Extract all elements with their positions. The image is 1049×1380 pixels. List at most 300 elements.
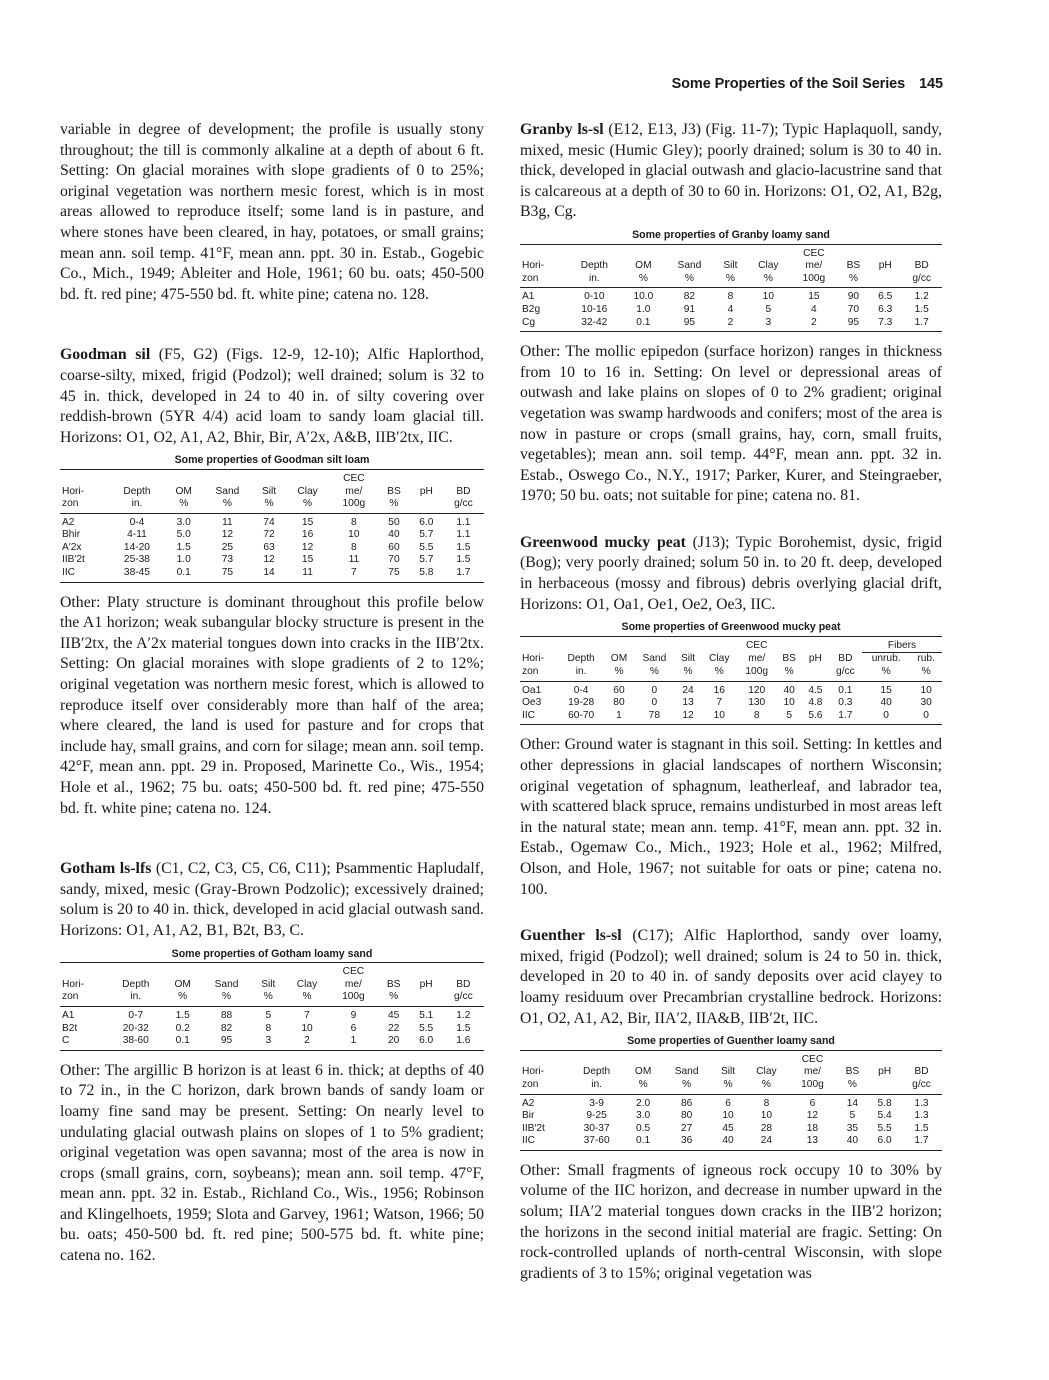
table-cell: 0-10 xyxy=(584,291,605,303)
table-cell: 1.7 xyxy=(901,317,942,332)
header-cell: me/ xyxy=(805,260,823,272)
table-cell: 2.0 xyxy=(636,1097,651,1109)
header-cell: Hori- xyxy=(62,978,85,990)
table-cell: 2 xyxy=(285,1035,329,1050)
table-cell: 20-32 xyxy=(122,1022,149,1034)
table-cell: A2 xyxy=(522,1097,535,1109)
table-cell: 27 xyxy=(680,1122,693,1134)
table-cell: 1 xyxy=(329,1035,378,1050)
header-cell: Hori- xyxy=(522,1066,545,1078)
table-cell: 1.5 xyxy=(456,1022,471,1034)
header-cell: % xyxy=(744,1079,788,1094)
header-cell xyxy=(410,963,443,979)
properties-table xyxy=(520,244,942,333)
table-cell: 12 xyxy=(806,1110,819,1122)
properties-table xyxy=(60,469,484,583)
header-cell xyxy=(285,963,329,979)
header-cell: % xyxy=(604,666,634,681)
table-cell: 6.3 xyxy=(878,303,893,315)
header-cell: Hori- xyxy=(62,485,85,497)
header-cell: Silt xyxy=(723,260,738,272)
table-cell: 60 xyxy=(613,684,625,696)
table-cell: 25-38 xyxy=(123,554,150,566)
header-cell: in. xyxy=(109,498,166,513)
left-column xyxy=(60,120,484,1267)
goodman-intro xyxy=(60,345,484,448)
table-cell: 3.0 xyxy=(176,516,191,528)
table-cell: 11 xyxy=(285,567,329,582)
table-cell: 95 xyxy=(665,317,715,332)
header-cell xyxy=(714,244,746,260)
header-cell: % xyxy=(622,273,665,288)
running-head-title: Some Properties of the Soil Series xyxy=(671,76,906,92)
header-cell xyxy=(567,244,623,260)
table-cell: 20 xyxy=(378,1035,410,1050)
table-cell: 0.1 xyxy=(625,1135,662,1150)
granby-properties-table xyxy=(520,229,942,332)
table-cell: 1.6 xyxy=(443,1035,484,1050)
table-cell: IIB′2t xyxy=(522,1122,545,1134)
entry-greenwood xyxy=(520,533,942,900)
table-cell: 3-9 xyxy=(589,1097,604,1109)
table-cell: 1.5 xyxy=(456,541,471,553)
header-cell: % xyxy=(712,1079,745,1094)
goodman-properties-table xyxy=(60,454,484,582)
table-cell: 74 xyxy=(263,516,275,528)
table-title: Some properties of Greenwood mucky peat xyxy=(621,621,841,634)
table-cell: 70 xyxy=(847,303,860,315)
gotham-other: Other: The argillic B horizon is at least 6 in. thick; at depths of 40 to 72 in., in the C horizon, dark brown bands of sandy loam or loamy fine sand may be present. Setting: On nearly level to undulating glacial outwash plains on slopes of 1 to 5% gradient; original vegetation was open savanna; most of the area is now in crops (small grains, corn, soybeans); mean ann. soil temp. 47°F, mean ann. ppt. 32 in. Estab., Richland Co., Wis., 1956; Robinson and Klingelhoets, 1959; Slota and Garvey, 1961; Watson, 1966; 50 bu. oats; 450-500 bd. ft. red pine; 500-575 bd. ft. white pine; catena no. 162. xyxy=(60,1061,484,1265)
table-cell: IIC xyxy=(60,567,109,582)
header-cell: % xyxy=(675,666,702,681)
table-row xyxy=(520,710,942,725)
header-cell: 100g xyxy=(330,498,378,513)
header-cell xyxy=(604,636,634,653)
table-cell: 45 xyxy=(722,1122,734,1134)
table-cell: 95 xyxy=(201,1035,252,1050)
table-cell: 6 xyxy=(725,1097,731,1109)
header-cell: % xyxy=(253,498,286,513)
header-cell: me/ xyxy=(748,653,766,665)
table-cell: 1.1 xyxy=(456,516,471,528)
table-cell: 5.1 xyxy=(419,1009,434,1021)
header-cell xyxy=(868,1079,901,1094)
table-cell: 12 xyxy=(263,554,275,566)
header-cell: pH xyxy=(419,485,433,497)
header-cell: % xyxy=(252,991,285,1006)
header-cell: % xyxy=(378,991,410,1006)
table-cell: 5.7 xyxy=(419,554,434,566)
table-cell: Bhir xyxy=(62,529,81,541)
header-cell xyxy=(520,1050,568,1066)
header-cell: CEC xyxy=(330,469,378,485)
header-cell: % xyxy=(378,498,410,513)
table-cell: 14-20 xyxy=(123,541,150,553)
table-cell: 1.7 xyxy=(443,567,484,582)
entry-continuation xyxy=(60,120,484,305)
header-cell: in. xyxy=(558,666,604,681)
header-cell xyxy=(558,636,604,653)
header-cell: % xyxy=(634,666,675,681)
table-cell: 0 xyxy=(651,697,658,709)
header-cell: BD xyxy=(914,1066,929,1078)
header-cell: Clay xyxy=(756,1066,777,1078)
header-cell: CEC xyxy=(788,1050,836,1066)
header-cell xyxy=(869,273,901,288)
table-cell: 82 xyxy=(683,291,696,303)
table-row xyxy=(60,1023,484,1036)
table-cell: 19-28 xyxy=(568,697,595,709)
header-cell: in. xyxy=(107,991,164,1006)
header-cell: me/ xyxy=(803,1066,821,1078)
header-cell: Sand xyxy=(677,260,702,272)
table-cell: Cg xyxy=(520,317,567,332)
table-cell: 40 xyxy=(783,684,795,696)
table-cell: 30-37 xyxy=(583,1122,610,1134)
header-cell: OM xyxy=(174,978,191,990)
header-cell: Clay xyxy=(297,485,318,497)
table-cell: 6 xyxy=(809,1097,816,1109)
table-cell: B2g xyxy=(522,303,541,315)
header-cell: % xyxy=(165,498,202,513)
table-cell: 10 xyxy=(760,1110,773,1122)
table-cell: 120 xyxy=(748,684,766,696)
table-row xyxy=(520,1135,942,1150)
header-cell: Sand xyxy=(214,978,239,990)
table-row xyxy=(520,317,942,332)
table-row xyxy=(520,697,942,710)
table-cell: 5.8 xyxy=(877,1097,892,1109)
table-cell: 90 xyxy=(847,291,860,303)
table-cell: 80 xyxy=(680,1110,693,1122)
table-cell: 22 xyxy=(387,1022,400,1034)
series-name: Granby ls-sl xyxy=(520,121,604,138)
header-cell: OM xyxy=(175,485,192,497)
table-title: Some properties of Granby loamy sand xyxy=(632,228,830,241)
table-cell: 18 xyxy=(806,1122,819,1134)
table-cell: 28 xyxy=(760,1122,773,1134)
table-row xyxy=(520,1123,942,1136)
header-cell: OM xyxy=(610,653,628,665)
header-cell xyxy=(901,1050,942,1066)
header-cell xyxy=(747,244,791,260)
header-cell: CEC xyxy=(737,636,776,653)
header-cell: % xyxy=(747,273,791,288)
header-cell: BD xyxy=(456,485,471,497)
header-cell xyxy=(443,963,484,979)
table-cell: 6.0 xyxy=(410,1035,443,1050)
table-cell: 40 xyxy=(837,1135,869,1150)
table-cell: 1.2 xyxy=(914,291,929,303)
header-cell xyxy=(410,469,443,485)
header-cell: unrub. xyxy=(871,653,901,665)
table-cell: 88 xyxy=(220,1009,233,1021)
header-cell xyxy=(869,244,901,260)
header-cell: g/cc xyxy=(901,1079,942,1094)
series-name: Guenther ls-sl xyxy=(520,927,622,945)
header-cell xyxy=(378,963,410,979)
guenther-intro xyxy=(520,926,942,1029)
table-cell: 5 xyxy=(765,303,772,315)
header-cell: % xyxy=(862,666,910,681)
header-cell: % xyxy=(714,273,746,288)
table-cell: 7 xyxy=(330,567,378,582)
table-cell: 10 xyxy=(701,710,737,725)
header-cell xyxy=(202,469,252,485)
header-cell xyxy=(776,636,802,653)
table-cell: 63 xyxy=(263,541,275,553)
table-cell: B2t xyxy=(62,1022,78,1034)
table-cell: 5.4 xyxy=(877,1110,892,1122)
table-cell: IIC xyxy=(520,1135,568,1150)
header-cell: Sand xyxy=(642,653,667,665)
table-cell: 5.5 xyxy=(419,541,434,553)
table-cell: 2 xyxy=(790,317,838,332)
table-cell: IIB′2t xyxy=(62,554,85,566)
header-cell xyxy=(662,1050,712,1066)
table-cell: 3 xyxy=(252,1035,285,1050)
table-cell: 15 xyxy=(880,684,892,696)
table-cell: 10 xyxy=(783,697,795,709)
table-cell: A2 xyxy=(62,516,75,528)
header-cell: CEC xyxy=(790,244,838,260)
guenther-other: Other: Small fragments of igneous rock occupy 10 to 30% by volume of the IIC horizon, and decrease in number upward in the solum; IIA′2 material tongues down cracks in the IIB′2 horizon; the horizons in the second initial material are fragic. Setting: On rock-controlled uplands of north-central Wisconsin, with slope gradients of 3 to 15%; original vegetation was xyxy=(520,1161,942,1282)
header-cell: zon xyxy=(60,498,109,513)
continuation-paragraph: variable in degree of development; the profile is usually stony throughout; the till is commonly alkaline at a depth of about 6 ft. Setting: On glacial moraines with slope gradients of 0 to 25%; original vegetation was northern mesic forest, which is in most areas allowed to reproduce itself; some land is in pasture, and where stones have been cleared, in hay, potatoes, or small grains; mean ann. soil temp. 41°F, mean ann. ppt. 30 in. Estab., Gogebic Co., Mich., 1949; Ableiter and Hole, 1961; 60 bu. oats; 450-500 bd. ft. red pine; 475-550 bd. ft. white pine; catena no. 128. xyxy=(60,121,484,303)
table-cell: 4 xyxy=(811,303,817,315)
header-cell: Depth xyxy=(580,260,608,272)
series-intro: (C17); Alfic Haplorthod, sandy over loamy, mixed, frigid (Podzol); well drained; solum is 24 to 50 in. thick, developed in 20 to 40 in. of sandy deposits over acid clayey to loamy residuum over Precambrian crystalline bedrock. Horizons: O1, O2, A1, A2, Bir, IIA′2, IIA&B, IIB′2t, IIC. xyxy=(520,927,942,1027)
entry-goodman xyxy=(60,345,484,819)
header-cell: Clay xyxy=(709,653,730,665)
header-cell xyxy=(712,1050,745,1066)
table-cell: 8 xyxy=(763,1097,770,1109)
header-cell: g/cc xyxy=(443,498,484,513)
table-cell: 38-60 xyxy=(107,1035,164,1050)
table-cell: Bir xyxy=(522,1110,535,1122)
table-cell: 7 xyxy=(304,1009,310,1021)
table-cell: 15 xyxy=(808,291,820,303)
table-cell: 5.5 xyxy=(419,1022,434,1034)
header-cell: zon xyxy=(520,1079,568,1094)
header-cell: 100g xyxy=(329,991,378,1006)
header-cell xyxy=(443,469,484,485)
header-cell: Silt xyxy=(680,653,696,665)
table-row xyxy=(60,542,484,555)
header-cell xyxy=(107,963,164,979)
series-intro: (J13); Typic Borohemist, dysic, frigid (Bog); very poorly drained; solum 50 in. to 20 ft. deep, developed in herbaceous (mossy and fibrous) debris overlying glacial drift, Horizons: O1, Oa1, Oe1, Oe2, Oe3, IIC. xyxy=(520,533,942,613)
header-cell: % xyxy=(837,1079,869,1094)
header-cell: pH xyxy=(808,653,822,665)
table-cell: 1.2 xyxy=(456,1009,471,1021)
header-cell: BS xyxy=(782,653,796,665)
table-cell: 10 xyxy=(722,1110,734,1122)
table-cell: 0-7 xyxy=(128,1009,144,1021)
header-cell xyxy=(285,469,329,485)
header-cell: Depth xyxy=(567,653,595,665)
table-cell: 1.7 xyxy=(901,1135,942,1150)
table-cell: 0-4 xyxy=(129,516,145,528)
page-number: 145 xyxy=(919,76,943,92)
table-cell: 1.1 xyxy=(456,529,471,541)
table-cell: 5.5 xyxy=(877,1122,892,1134)
table-title: Some properties of Goodman silt loam xyxy=(174,454,370,467)
table-row xyxy=(520,288,942,304)
header-cell: 100g xyxy=(737,666,776,681)
table-row xyxy=(520,1094,942,1110)
table-cell: 5.0 xyxy=(176,529,191,541)
table-cell: 25 xyxy=(221,541,234,553)
series-intro: (C1, C2, C3, C5, C6, C11); Psammentic Hapludalf, sandy, mixed, mesic (Gray-Brown Podzolic); excessively drained; solum is 20 to 40 in. thick, developed in acid glacial outwash sand. Horizons: O1, A1, A2, B1, B2t, B3, C. xyxy=(60,860,484,939)
header-cell xyxy=(520,636,558,653)
table-row xyxy=(60,529,484,542)
header-cell xyxy=(901,244,942,260)
header-cell: me/ xyxy=(345,485,363,497)
header-cell: % xyxy=(776,666,802,681)
header-cell xyxy=(625,1050,662,1066)
header-cell: % xyxy=(164,991,201,1006)
header-cell xyxy=(109,469,166,485)
table-cell: 10 xyxy=(301,1022,313,1034)
header-cell xyxy=(665,244,715,260)
table-cell: 75 xyxy=(202,567,252,582)
table-cell: 0 xyxy=(862,710,910,725)
table-cell: 1.0 xyxy=(176,554,191,566)
table-cell: A1 xyxy=(62,1009,75,1021)
table-cell: 75 xyxy=(378,567,410,582)
series-name: Goodman sil xyxy=(60,346,151,364)
header-cell: OM xyxy=(634,1066,652,1078)
table-cell: 4.8 xyxy=(808,697,823,709)
table-cell: 91 xyxy=(683,303,696,315)
header-cell: g/cc xyxy=(901,273,942,288)
goodman-other: Other: Platy structure is dominant throughout this profile below the A1 horizon; weak subangular blocky structure is present in the IIB′2tx, the A′2x material tongues down into cracks in the IIB′2tx. Setting: On glacial moraines with slope gradients of 2 to 12%; original vegetation was northern mesic forest, which is allowed to reproduce itself over considerably more than half of the area; where cleared, the land is used for pasture and for crops that include hay, small grains, and corn for silage; mean ann. soil temp. 42°F, mean ann. ppt. 29 in. Proposed, Marinette Co., Wis., 1954; Hole et al., 1962; 75 bu. oats; 450-500 bd. ft. red pine; 475-550 bd. ft. white pine; catena no. 124. xyxy=(60,593,484,817)
table-cell: 70 xyxy=(388,554,400,566)
table-cell: 16 xyxy=(301,529,314,541)
properties-table xyxy=(60,962,484,1051)
table-cell: C xyxy=(60,1035,107,1050)
header-cell: Depth xyxy=(123,485,151,497)
header-cell: Silt xyxy=(261,485,277,497)
header-cell: % xyxy=(665,273,715,288)
table-cell: 3.0 xyxy=(636,1110,651,1122)
table-cell: 7.3 xyxy=(869,317,901,332)
table-cell: 10.0 xyxy=(633,291,654,303)
table-cell: Oa1 xyxy=(522,684,542,696)
table-cell: 8 xyxy=(265,1022,272,1034)
header-cell: zon xyxy=(60,991,107,1006)
header-cell: % xyxy=(202,498,252,513)
properties-table xyxy=(520,1050,942,1151)
table-cell: 10 xyxy=(348,529,360,541)
table-title: Some properties of Gotham loamy sand xyxy=(171,947,373,960)
header-cell: pH xyxy=(419,978,433,990)
table-cell: 24 xyxy=(744,1135,788,1150)
table-cell: 86 xyxy=(680,1097,693,1109)
table-cell: 1.0 xyxy=(636,303,651,315)
table-cell: 5.6 xyxy=(802,710,829,725)
header-cell: Depth xyxy=(583,1066,611,1078)
header-cell: % xyxy=(285,498,329,513)
header-cell: % xyxy=(910,666,942,681)
header-cell xyxy=(802,636,829,653)
header-cell: BD xyxy=(838,653,853,665)
table-title: Some properties of Guenther loamy sand xyxy=(627,1035,835,1048)
header-cell: 100g xyxy=(788,1079,836,1094)
table-cell: 0.3 xyxy=(838,697,853,709)
table-cell: 82 xyxy=(220,1022,233,1034)
granby-other: Other: The mollic epipedon (surface horizon) ranges in thickness from 10 to 16 in. Setting: On level or depressional areas of outwash and lake plains on slopes of 0 to 2% gradient; original vegetation was swamp hardwoods and conifers; most of the area is now in pasture or crops (small grains, hay, corn, small fruits, vegetables); mean ann. soil temp. 44°F, mean ann. ppt. 32 in. Estab., Oswego Co., N.Y., 1917; Parker, Kurer, and Steingraeber, 1970; 50 bu. oats; not suitable for pine; catena no. 81. xyxy=(520,343,943,505)
table-cell: Oe3 xyxy=(522,697,542,709)
table-cell: 78 xyxy=(634,710,675,725)
table-cell: 38-45 xyxy=(109,567,166,582)
table-cell: 10-16 xyxy=(581,303,608,315)
header-cell: % xyxy=(201,991,252,1006)
table-cell: 13 xyxy=(788,1135,836,1150)
table-cell: 5.7 xyxy=(419,529,434,541)
table-cell: 1.7 xyxy=(829,710,862,725)
table-cell: 95 xyxy=(838,317,869,332)
table-cell: 8 xyxy=(737,710,776,725)
header-cell xyxy=(410,991,443,1006)
table-cell: 0.1 xyxy=(838,684,853,696)
table-cell: 5 xyxy=(776,710,802,725)
header-cell xyxy=(829,636,862,653)
table-cell: 1.3 xyxy=(914,1097,929,1109)
table-cell: 4-11 xyxy=(127,529,147,541)
table-cell: 32-42 xyxy=(567,317,623,332)
header-cell: CEC xyxy=(329,963,378,979)
table-cell: 5 xyxy=(265,1009,272,1021)
table-cell: 6.0 xyxy=(419,516,434,528)
table-cell: 9 xyxy=(350,1009,357,1021)
guenther-properties-table xyxy=(520,1035,942,1151)
table-cell: 15 xyxy=(301,554,314,566)
table-cell: 5 xyxy=(849,1110,856,1122)
table-cell: 1.5 xyxy=(914,1122,929,1134)
table-cell: 11 xyxy=(348,554,360,566)
header-cell: Clay xyxy=(758,260,779,272)
properties-table xyxy=(520,636,942,726)
header-cell xyxy=(837,1050,869,1066)
table-cell: 1.5 xyxy=(914,303,929,315)
table-cell: 80 xyxy=(613,697,625,709)
table-cell: 16 xyxy=(713,684,725,696)
table-cell: 1.5 xyxy=(175,1009,190,1021)
table-cell: 12 xyxy=(221,529,234,541)
table-cell: 2 xyxy=(714,317,746,332)
table-cell: 24 xyxy=(682,684,694,696)
table-cell: A′2x xyxy=(62,541,82,553)
table-row xyxy=(520,681,942,697)
header-cell: % xyxy=(285,991,329,1006)
running-head xyxy=(672,76,943,92)
table-cell: 35 xyxy=(846,1122,859,1134)
header-cell: BS xyxy=(846,260,861,272)
table-cell: 73 xyxy=(221,554,234,566)
table-cell: 5.8 xyxy=(410,567,443,582)
gotham-properties-table xyxy=(60,948,484,1051)
series-name: Greenwood mucky peat xyxy=(520,533,686,551)
header-cell: % xyxy=(838,273,869,288)
table-row xyxy=(520,1110,942,1123)
greenwood-intro xyxy=(520,533,942,615)
table-cell: 14 xyxy=(253,567,286,582)
table-cell: 10 xyxy=(762,291,775,303)
header-cell: Hori- xyxy=(522,260,545,272)
table-cell: 72 xyxy=(263,529,275,541)
header-cell xyxy=(60,469,109,485)
